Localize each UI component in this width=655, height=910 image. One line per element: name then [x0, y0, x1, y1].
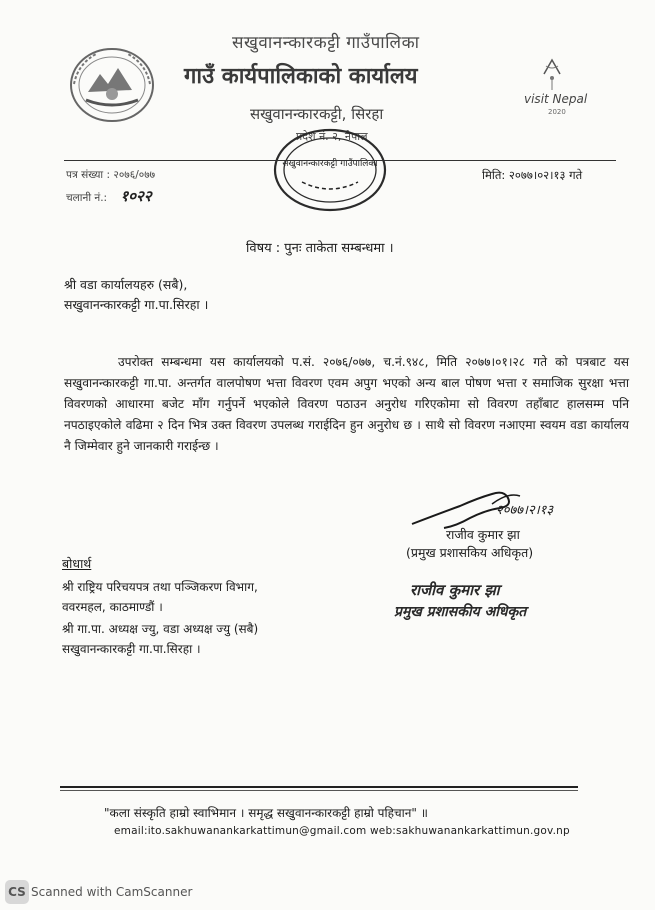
- addressee-line-2: सखुवानन्कारकट्टी गा.पा.सिरहा ।: [64, 297, 209, 312]
- province-line: प्रदेश नं. २, नेपाल: [296, 130, 368, 143]
- footer-divider: [60, 786, 578, 788]
- cc-line-2: ववरमहल, काठमाण्डौं ।: [62, 600, 163, 614]
- footer-divider-thin: [60, 790, 578, 791]
- chalani-label: चलानी नं.:: [66, 192, 108, 204]
- visit-nepal-text: visit Nepal: [524, 92, 588, 106]
- footer-motto: "कला संस्कृति हाम्रो स्वाभिमान । समृद्ध सखुवानन्कारकट्टी हाम्रो पहिचान" ॥: [104, 806, 428, 820]
- letter-body: उपरोक्त सम्बन्धमा यस कार्यालयको प.सं. २०७६/०७७, च.नं.९४८, मिति २०७७।०१।२८ गते को पत्रबाट यस सखुवानन्कारकट्टी गा.पा. अन्तर्गत वालपोषण भत्ता विवरण एवम अपुग भएको अन्य बाल पोषण भत्ता र समाजिक सुरक्षा भत्ता विवरणको आधारमा बजेट माँग गर्नुपर्ने भएकोले विवरण पठाउन अनुरोध गरिएकोमा सो विवरण तहाँबाट हालसम्म पनि नपठाइएकोले वढिमा २ दिन भित्र उक्त विवरण उपलब्ध गराईदिन हुन अनुरोध छ । साथै सो विवरण नआएमा स्वयम वडा कार्यालय नै जिम्मेवार हुने जानकारी गराईन्छ ।: [64, 355, 629, 453]
- office-location: सखुवानन्कारकट्टी, सिरहा: [250, 105, 384, 123]
- signatory-name: राजीव कुमार झा: [446, 527, 520, 542]
- cc-line-3: श्री गा.पा. अध्यक्ष ज्यु, वडा अध्यक्ष ज्यु (सबै): [62, 622, 259, 636]
- chalani-value: १०२२: [120, 187, 152, 205]
- camscanner-logo: CS: [5, 880, 29, 904]
- office-round-stamp: [270, 126, 390, 220]
- municipality-name: सखुवानन्कारकट्टी गाउँपालिका: [232, 33, 420, 53]
- footer-contact: email:ito.sakhuwanankarkattimun@gmail.com web:sakhuwanankarkattimun.gov.np: [114, 825, 570, 837]
- visit-nepal-logo: [522, 56, 602, 130]
- signature-date: २०७७।२।१३: [496, 503, 554, 518]
- stamp-text: सखुवानन्कारकट्टी गाउँपालिका: [282, 159, 378, 169]
- name-stamp: राजीव कुमार झा: [410, 581, 500, 599]
- patra-value: २०७६/०७७: [113, 169, 156, 181]
- letter-subject: विषय : पुनः ताकेता सम्बन्धमा ।: [246, 241, 394, 256]
- camscanner-text: Scanned with CamScanner: [31, 885, 193, 899]
- office-name: गाउँ कार्यपालिकाको कार्यालय: [184, 64, 418, 89]
- municipality-emblem: [66, 44, 158, 130]
- addressee-line-1: श्री वडा कार्यालयहरु (सबै),: [64, 277, 188, 292]
- cc-line-4: सखुवानन्कारकट्टी गा.पा.सिरहा ।: [62, 642, 201, 656]
- chalani-number: [66, 186, 152, 206]
- patra-label: पत्र संख्या :: [66, 169, 111, 181]
- cc-heading: बोधार्थ: [62, 556, 92, 571]
- signatory-title: (प्रमुख प्रशासकिय अधिकृत): [406, 545, 534, 560]
- visit-nepal-year: 2020: [548, 108, 566, 116]
- title-stamp: प्रमुख प्रशासकीय अधिकृत: [394, 604, 527, 620]
- header-divider: [64, 160, 616, 161]
- letter-date: मिति: २०७७।०२।१३ गते: [482, 168, 583, 182]
- patra-sankhya: [66, 168, 155, 182]
- cc-line-1: श्री राष्ट्रिय परिचयपत्र तथा पञ्जिकरण विभाग,: [62, 580, 258, 594]
